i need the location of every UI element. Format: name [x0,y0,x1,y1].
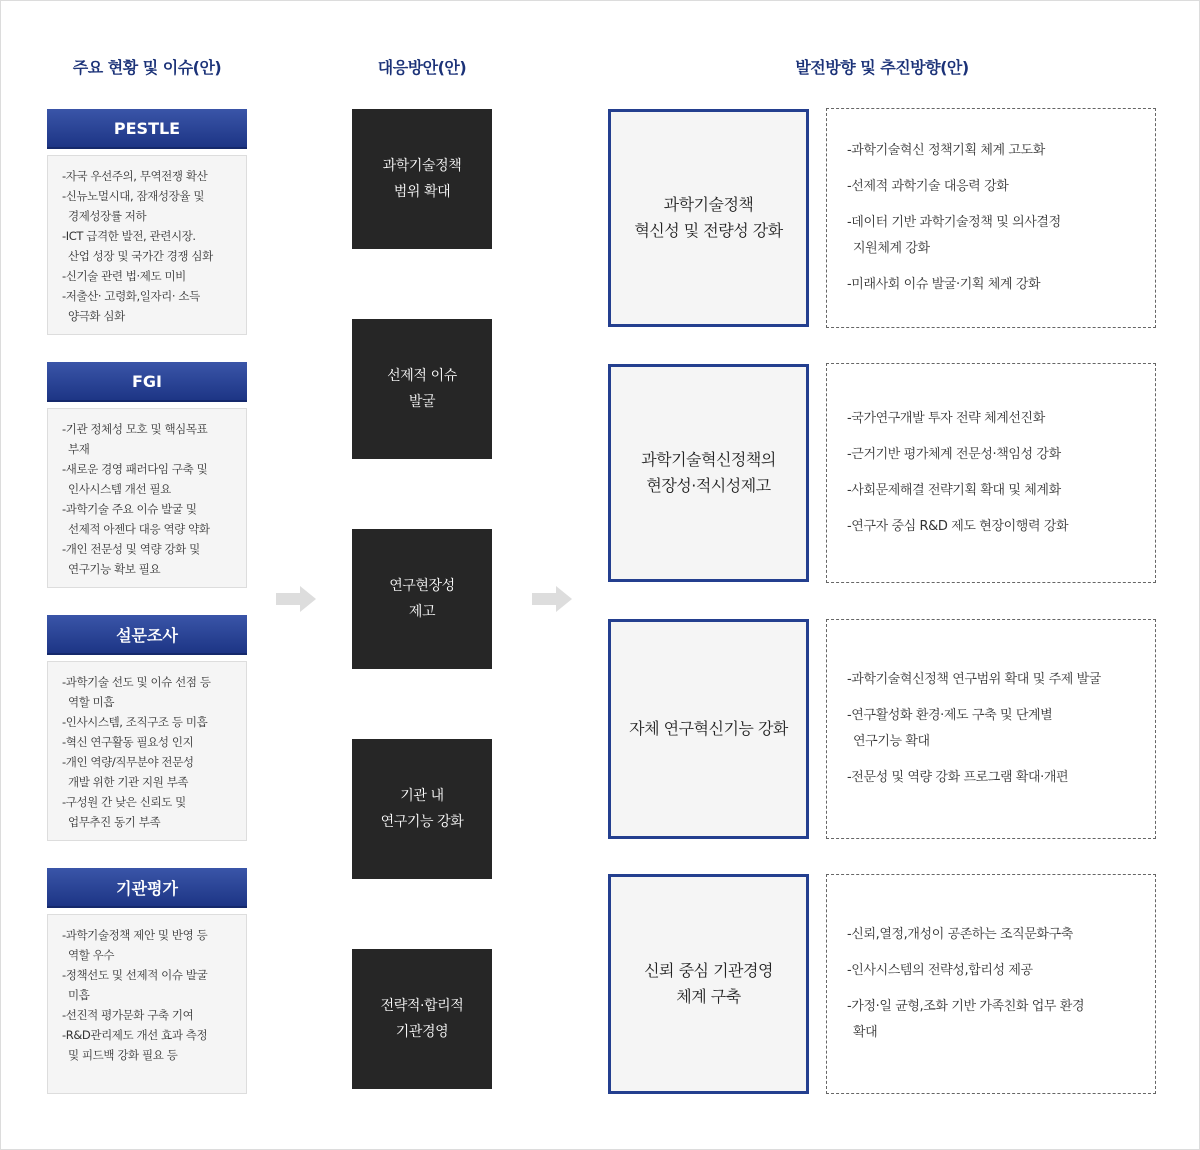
task-line: -사회문제해결 전략기획 확대 및 체계화 [847,483,1061,498]
issue-line: -기관 정체성 모호 및 핵심목표 [62,422,208,436]
issue-header-evaluation: 기관평가 [47,868,247,908]
response-label-line2: 기관경영 [395,1024,449,1040]
task-list-3 [826,619,1156,839]
task-line: -가정·일 균형,조화 기반 가족친화 업무 환경 [847,999,1085,1014]
responses-column-title: 대응방안(안) [377,58,467,77]
issue-header-survey: 설문조사 [47,615,247,655]
issue-line: 개발 위한 기관 지원 부족 [68,775,189,789]
response-label-line1: 전략적·합리적 [380,998,464,1014]
issue-header-pestle: PESTLE [47,109,247,149]
issue-line: 부재 [68,442,90,456]
issue-line: 경제성장률 저하 [68,209,147,223]
issue-body-evaluation [47,914,247,1094]
task-item [847,765,1155,791]
issue-line: -R&D관리제도 개선 효과 측정 [62,1028,208,1042]
issue-line: -ICT 급격한 발전, 관련시장. [62,229,196,243]
task-item [847,958,1155,984]
direction-box-4 [608,874,809,1094]
issue-line: -구성원 간 낮은 신뢰도 및 [62,795,186,809]
task-line: -데이터 기반 과학기술정책 및 의사결정 [847,215,1061,230]
response-label-line1: 선제적 이슈 [387,368,457,384]
issue-line: 연구기능 확보 필요 [68,562,161,576]
direction-title-line: 체계 구축 [676,987,741,1006]
direction-title-line: 과학기술혁신정책의 [641,450,776,469]
issue-line: 역할 미흡 [68,695,115,709]
issue-line: -과학기술정책 제안 및 반영 등 [62,928,208,942]
task-item [847,210,1155,262]
response-label-line2: 제고 [408,604,436,620]
issue-line: -개인 전문성 및 역량 강화 및 [62,542,200,556]
task-item [847,406,1155,432]
response-label-line2: 연구기능 강화 [380,814,464,830]
task-line: -연구활성화 환경·제도 구축 및 단계별 [847,708,1053,723]
direction-box-1 [608,109,809,327]
issue-line: -자국 우선주의, 무역전쟁 확산 [62,169,208,183]
task-item [847,138,1155,164]
response-label-line1: 과학기술정책 [382,158,462,174]
direction-title-line: 과학기술정책 [663,195,754,214]
task-line: -국가연구개발 투자 전략 체계선진화 [847,411,1045,426]
response-label-line1: 연구현장성 [389,578,455,594]
task-line: 확대 [853,1025,878,1040]
direction-box-2 [608,364,809,582]
issue-line: -선진적 평가문화 구축 기여 [62,1008,194,1022]
task-line: 연구기능 확대 [853,734,930,749]
issue-line: -신기술 관련 법·제도 미비 [62,269,186,283]
task-line: -과학기술혁신정책 연구범위 확대 및 주제 발굴 [847,672,1101,687]
task-item [847,174,1155,200]
direction-title-line: 자체 연구혁신기능 강화 [629,719,788,738]
response-research-function [352,739,492,879]
task-item [847,272,1155,298]
issue-body-pestle [47,155,247,335]
task-line: -선제적 과학기술 대응력 강화 [847,179,1009,194]
issue-line: -과학기술 선도 및 이슈 선점 등 [62,675,211,689]
response-policy-scope [352,109,492,249]
issue-header-fgi: FGI [47,362,247,402]
direction-title-line: 신뢰 중심 기관경영 [644,961,773,980]
issue-line: 및 피드백 강화 필요 등 [68,1048,178,1062]
task-item [847,514,1155,540]
issue-line: 양극화 심화 [68,309,125,323]
task-item [847,442,1155,468]
response-label-line2: 발굴 [408,394,436,410]
task-item [847,667,1155,693]
issue-line: -과학기술 주요 이슈 발굴 및 [62,502,197,516]
response-management [352,949,492,1089]
issue-line: 역할 우수 [68,948,115,962]
issue-line: 산업 성장 및 국가간 경쟁 심화 [68,249,213,263]
task-list-4 [826,874,1156,1094]
arrow-right-icon [532,586,572,612]
issue-line: 미흡 [68,988,90,1002]
issue-line: -정책선도 및 선제적 이슈 발굴 [62,968,208,982]
direction-title-line: 혁신성 및 전량성 강화 [634,221,783,240]
response-issue-discovery [352,319,492,459]
issue-line: -인사시스템, 조직구조 등 미흡 [62,715,208,729]
issue-line: 인사시스템 개선 필요 [68,482,171,496]
task-item [847,703,1155,755]
direction-title-line: 현장성·적시성제고 [646,476,771,495]
issue-body-fgi [47,408,247,588]
direction-box-3 [608,619,809,839]
issue-line: -신뉴노멀시대, 잠재성장율 및 [62,189,205,203]
task-item [847,478,1155,504]
issue-body-survey [47,661,247,841]
response-label-line1: 기관 내 [400,788,444,804]
task-line: -전문성 및 역량 강화 프로그램 확대·개편 [847,770,1069,785]
issue-line: 선제적 아젠다 대응 역량 약화 [68,522,210,536]
task-line: -인사시스템의 전략성,합리성 제공 [847,963,1033,978]
response-field-relevance [352,529,492,669]
issue-line: -개인 역량/직무분야 전문성 [62,755,194,769]
task-item [847,922,1155,948]
response-label-line2: 범위 확대 [393,184,451,200]
task-item [847,994,1155,1046]
task-list-2 [826,363,1156,583]
arrow-right-icon [276,586,316,612]
task-line: 지원체계 강화 [853,241,930,256]
task-line: -과학기술혁신 정책기획 체계 고도화 [847,143,1045,158]
task-line: -근거기반 평가체계 전문성·책임성 강화 [847,447,1061,462]
task-line: -미래사회 이슈 발굴·기획 체계 강화 [847,277,1041,292]
directions-column-title: 발전방향 및 추진방향(안) [795,58,969,77]
task-list-1 [826,108,1156,328]
task-line: -연구자 중심 R&D 제도 현장이행력 강화 [847,519,1069,534]
issue-line: 업무추진 동기 부족 [68,815,161,829]
issue-line: -저출산· 고령화,일자리· 소득 [62,289,200,303]
issue-line: -새로운 경영 패러다임 구축 및 [62,462,208,476]
issue-line: -혁신 연구활동 필요성 인지 [62,735,194,749]
issues-column-title: 주요 현황 및 이슈(안) [72,58,222,77]
task-line: -신뢰,열정,개성이 공존하는 조직문화구축 [847,927,1073,942]
